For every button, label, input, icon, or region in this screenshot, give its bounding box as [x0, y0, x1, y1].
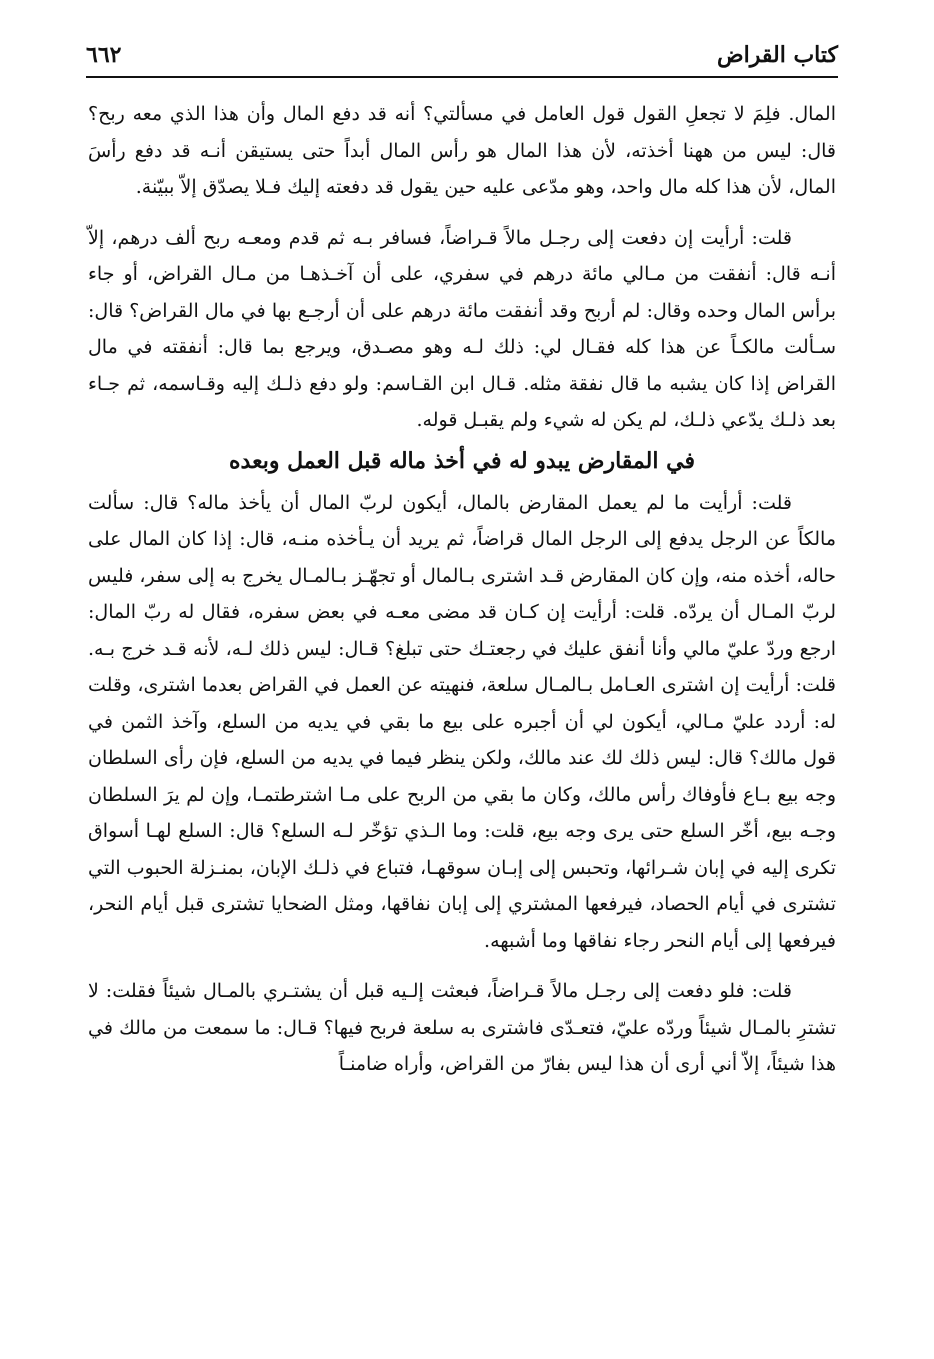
paragraph: قلت: أرأيت إن دفعت إلى رجـل مالاً قـراضاً، فسافر بـه ثم قدم ومعـه ربح ألف درهم، إلاّ أنـه قال: أنفقت من مـالي مائة درهم في سفري، على أن آخـذهـا من مـال القراض، أو جاء برأس المال وحده وقال: لم أربح وقد أنفقت مائة درهم على أن أرجـع بها في مال القراض؟ قال: سـألت مالكـاً عن هذا كله فقـال لي: ذلك لـه وهو مصـدق، ويرجع بما قال: أنفقته في مال القراض إذا كان يشبه ما قال نفقة مثله. قـال ابن القـاسم: ولو دفع ذلـك إليه وقـاسمه، ثم جـاء بعد ذلـك يدّعي ذلـك، لم يكن له شيء ولم يقبـل قوله.	[88, 226, 836, 431]
running-header-title: كتاب القراض	[717, 42, 838, 68]
paragraph: قلت: فلو دفعت إلى رجـل مالاً قـراضاً، فبعثت إلـيه قبل أن يشتـري بالمـال شيئاً فقلت: لا تشترِ بالمـال شيئاً وردّه عليّ، فتعـدّى فاشترى به سلعة فربح فيها؟ قـال: ما سمعت من مالك في هذا شيئاً، إلاّ أني أرى أن هذا ليس بفارّ من القراض، وأراه ضامنـاً	[88, 980, 836, 1075]
running-header	[86, 40, 838, 74]
paragraph-gap	[88, 959, 836, 973]
paragraph: قلت: أرأيت ما لم يعمل المقارض بالمال، أيكون لربّ المال أن يأخذ ماله؟ قال: سألت مالكاً عن الرجل يدفع إلى الرجل المال قراضاً، ثم يريد أن يـأخذه منـه، قال: إذا كان المال على حاله، أخذه منه، وإن كان المقارض قـد اشترى بـالمال أو تجهّـز بـالمـال يخرج به إلى سفر، فليس لربّ المـال أن يردّه. قلت: أرأيت إن كـان قد مضى معـه في بعض سفره، فقال له ربّ المال: ارجع وردّ عليّ مالي وأنا أنفق عليك في رجعتـك حتى تبلغ؟ قـال: ليس ذلك لـه، لأنه قـد خرج بـه. قلت: أرأيت إن اشترى العـامل بـالمـال سلعة، فنهيته عن العمل في القراض بعدما اشترى، وقلت له: أردد عليّ مـالي، أيكون لي أن أجبره على بيع ما بقي في يديه من السلع، وآخذ الثمن في قول مالك؟ قال: ليس ذلك لك عند مالك، ولكن ينظر فيما في يديه من السلع، فإن رأى السلطان وجه بيع بـاع فأوفاك رأس مالك، وكان ما بقي من الربح على مـا اشترطتمـا، وإن لم يرَ السلطان وجـه بيع، أخّر السلع حتى يرى وجه بيع، قلت: وما الـذي تؤخّر لـه السلع؟ قال: السلع لهـا أسواق تكرى إليه في إبان شـرائها، وتحبس إلى إبـان سوقهـا، فتباع في ذلـك الإبان، بمنـزلة الحبوب التي تشترى في أيام الحصاد، فيرفعها المشتري إلى إبان نفاقها، ومثل الضحايا تشترى قبل أيام النحر، فيرفعها إلى أيام النحر رجاء نفاقها وما أشبهه.	[88, 491, 837, 952]
section-heading: في المقارض يبدو له في أخذ ماله قبل العمل وبعده	[229, 447, 695, 474]
page-number: ٦٦٢	[86, 42, 122, 68]
header-divider	[86, 76, 838, 78]
page-body	[88, 96, 836, 1083]
paragraph-continued: المال. فلِمَ لا تجعلِ القول قول العامل في مسألتي؟ أنه قد دفع المال وأن هذا الذي معه ربح؟ قال: ليس من ههنا أخذته، لأن هذا المال هو رأس المال أبداً حتى يستيقن أنـه قد دفع رأسَ المال، لأن هذا كله مال واحد، وهو مدّعى عليه حين يقول قد دفعته إليك فـلا يصدّق إلاّ ببيّنة.	[88, 103, 836, 198]
paragraph-gap	[88, 206, 836, 220]
